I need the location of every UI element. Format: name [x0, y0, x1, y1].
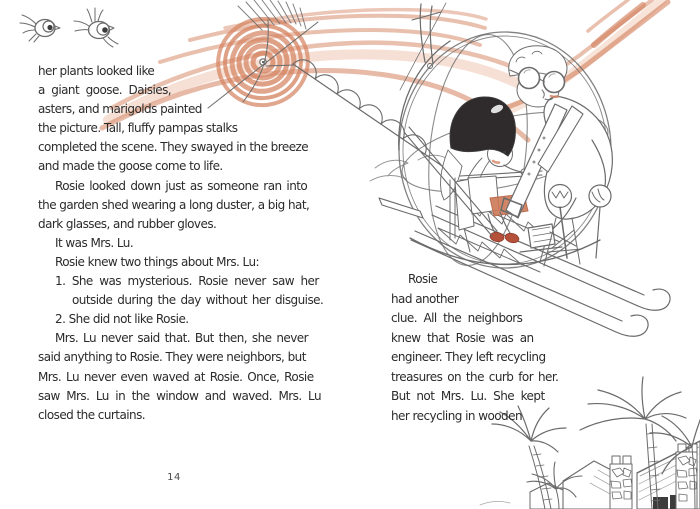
- text-line: clue. All the neighbors: [391, 311, 523, 325]
- rooftops-with-stone-chimneys: [480, 441, 700, 509]
- sketched-birds-icon: [20, 8, 118, 47]
- text-line: treasures on the curb for her.: [391, 369, 559, 384]
- text-line: closed the curtains.: [38, 407, 146, 422]
- text-line: 2. She did not like Rosie.: [55, 312, 189, 327]
- text-line: Rosie: [408, 272, 438, 286]
- text-line: and made the goose come to life.: [38, 159, 223, 174]
- text-line: saw Mrs. Lu in the window and waved. Mrs. Lu: [38, 388, 322, 403]
- text-line: said anything to Rosie. They were neighbors, but: [38, 350, 306, 365]
- text-line: But not Mrs. Lu. She kept: [391, 389, 545, 403]
- text-line: knew that Rosie was an: [391, 330, 534, 345]
- text-line: outside during the day without her disguise.: [72, 293, 324, 308]
- text-line: the picture. Tall, fluffy pampas stalks: [38, 121, 238, 136]
- text-line: Mrs. Lu never even waved at Rosie. Once, Rosie: [38, 369, 314, 384]
- text-line: had another: [391, 291, 459, 306]
- text-line: asters, and marigolds painted: [38, 102, 202, 117]
- right-text-column: [391, 270, 561, 426]
- text-line: engineer. They left recycling: [391, 350, 546, 364]
- text-line: dark glasses, and rubber gloves.: [38, 216, 217, 231]
- text-line: Mrs. Lu never said that. But then, she never: [55, 331, 308, 346]
- page-number: 14: [167, 472, 181, 483]
- text-line: completed the scene. They swayed in the breeze: [38, 140, 309, 155]
- text-line: 1. She was mysterious. Rosie never saw her: [55, 274, 319, 289]
- left-text-column: [38, 62, 324, 425]
- text-line: the garden shed wearing a long duster, a big hat,: [38, 197, 310, 212]
- text-line: It was Mrs. Lu.: [55, 235, 134, 250]
- text-line: her recycling in wooden: [391, 408, 522, 423]
- text-line: Rosie looked down just as someone ran into: [55, 178, 308, 193]
- text-line: Rosie knew two things about Mrs. Lu:: [55, 254, 260, 269]
- bird-doodle-icon: [20, 15, 60, 42]
- text-line: her plants looked like: [38, 64, 155, 78]
- bird-doodle-icon: [74, 8, 118, 47]
- text-line: a giant goose. Daisies,: [38, 83, 172, 98]
